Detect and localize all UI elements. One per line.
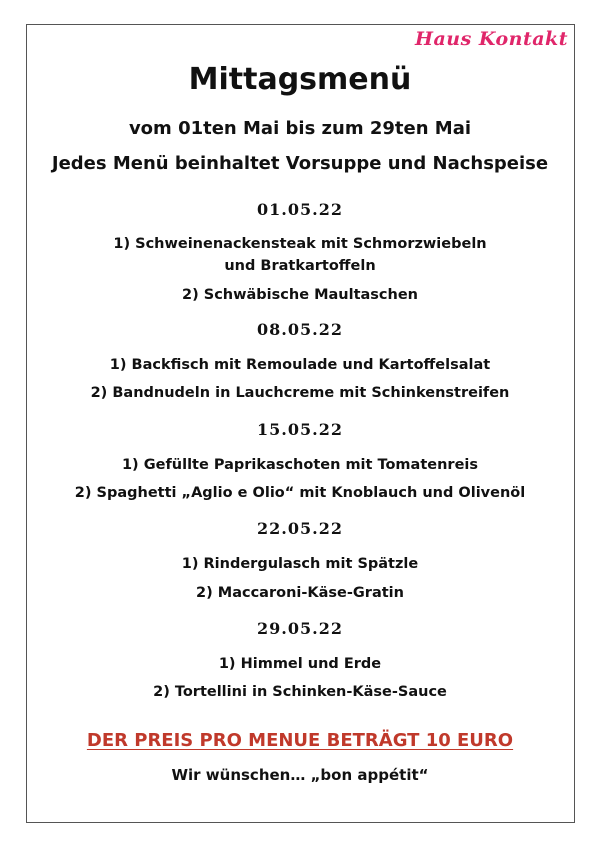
brand-logo: Haus Kontakt	[415, 28, 568, 50]
menu-item: 1) Gefüllte Paprikaschoten mit Tomatenreis	[121, 457, 479, 473]
menu-item: 1) Schweinenackensteak mit Schmorzwiebeln	[113, 236, 487, 252]
menu-item: 2) Maccaroni-Käse-Gratin	[196, 585, 404, 601]
menu-item: 1) Backfisch mit Remoulade und Kartoffelsalat	[109, 357, 491, 373]
menu-item: 2) Bandnudeln in Lauchcreme mit Schinkenstreifen	[90, 385, 510, 401]
menu-date: 08.05.22	[257, 320, 343, 339]
date-range: vom 01ten Mai bis zum 29ten Mai	[128, 118, 472, 139]
menu-item: 2) Tortellini in Schinken-Käse-Sauce	[153, 684, 447, 700]
price-notice: DER PREIS PRO MENUE BETRÄGT 10 EURO	[86, 730, 514, 751]
page-title: Mittagsmenü	[188, 62, 412, 97]
menu-date: 29.05.22	[257, 619, 343, 638]
menu-date: 15.05.22	[257, 420, 343, 439]
menu-item: 1) Rindergulasch mit Spätzle	[181, 556, 419, 572]
menu-item: 1) Himmel und Erde	[218, 656, 382, 672]
menu-item: 2) Spaghetti „Aglio e Olio“ mit Knoblauch und Olivenöl	[74, 485, 526, 501]
menu-item-continuation: und Bratkartoffeln	[224, 258, 376, 274]
menu-date: 01.05.22	[257, 200, 343, 219]
menu-note: Jedes Menü beinhaltet Vorsuppe und Nachspeise	[51, 153, 549, 174]
menu-date: 22.05.22	[257, 519, 343, 538]
closing-greeting: Wir wünschen… „bon appétit“	[171, 766, 429, 784]
menu-item: 2) Schwäbische Maultaschen	[181, 287, 418, 303]
